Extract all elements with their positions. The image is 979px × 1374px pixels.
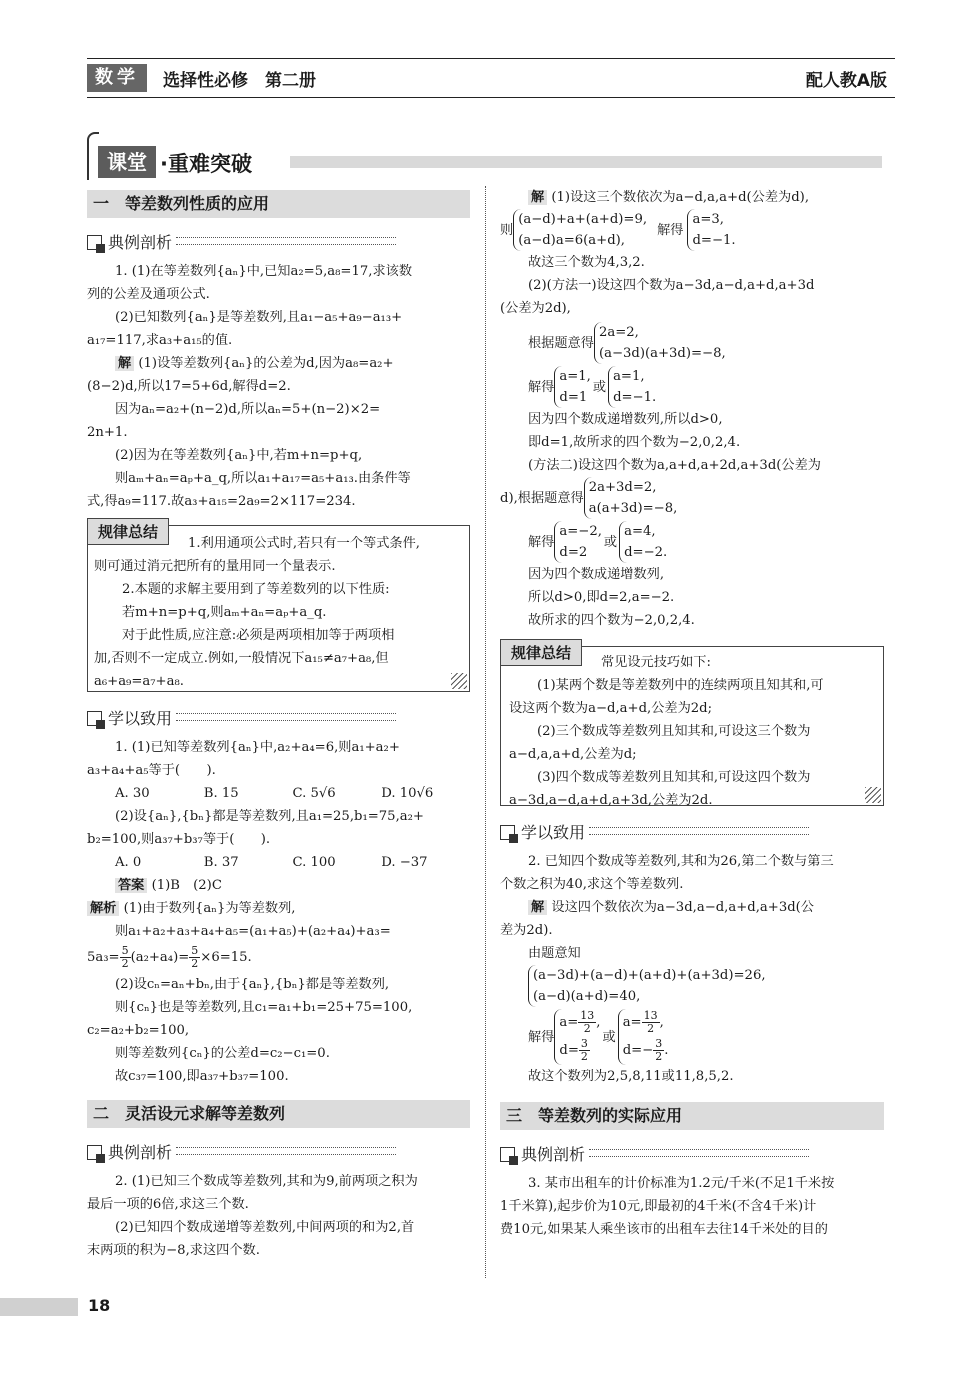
equation-system: a=−2, d=2 [554,521,602,563]
text-line: (2)已知数列{aₙ}是等差数列,且a₁−a₅+a₉−a₁₃+ [115,310,403,325]
text-line: (2)因为在等差数列{aₙ}中,若m+n=p+q, [115,448,363,463]
text-line: (2)已知四个数成递增等差数列,中间两项的和为2,首 [115,1220,415,1235]
text-line: 故所求的四个数为−2,0,2,4. [528,613,695,628]
text-line: a₆+a₉=a₇+a₈. [94,674,184,689]
corner-decoration [451,673,467,689]
footer-bar [0,1298,78,1316]
option: A. 0 [115,855,142,870]
analysis-label: 解析 [87,901,119,916]
text-line: (2)设cₙ=aₙ+bₙ,由于{aₙ},{bₙ}都是等差数列, [115,977,390,992]
square-icon [87,711,102,726]
text-line: 1.利用通项公式时,若只有一个等式条件, [188,536,420,551]
text-line: 则可通过消元把所有的量用同一个量表示. [94,559,336,574]
text-line: 解 (1)设等差数列{aₙ}的公差为d,因为a₈=a₂+ [87,352,470,375]
text-line: 常见设元技巧如下: [601,655,711,670]
book-title: 选择性必修 第二册 [163,71,316,91]
square-icon [87,1145,102,1160]
text-line: 2. 已知四个数成等差数列,其和为26,第二个数与第三 [528,854,834,869]
rule-tag: 规律总结 [87,518,169,545]
text-line: (2)三个数成等差数列且知其和,可设这三个数为 [537,724,811,739]
text-line: 由题意知 [528,946,581,961]
text-line: a₁₇=117,求a₃+a₁₅的值. [87,333,233,348]
right-column [500,186,884,1241]
example-1 [87,260,470,513]
text-line: 所以d>0,即d=2,a=−2. [528,590,675,605]
option: C. 100 [292,855,336,870]
text-line: 3. 某市出租车的计价标准为1.2元/千米(不足1千米按 [528,1176,835,1191]
answer-line: 答案 (1)B (2)C [87,874,470,897]
text-line: 故这三个数为4,3,2. [528,255,645,270]
subject-badge: 数学 [87,64,147,92]
section-heading-3: 三 等差数列的实际应用 [500,1102,884,1130]
subheading-example-2: 典例剖析 [87,1140,470,1164]
equation-system: (a−3d)+(a−d)+(a+d)+(a+3d)=26, (a−d)(a+d)=40, [528,965,766,1007]
text-line: (8−2)d,所以17=5+6d,解得d=2. [87,379,291,394]
text-line: 差为2d). [500,923,553,938]
text-line: 1千米算),起步价为10元,即最初的4千米(不含4千米)计 [500,1199,817,1214]
rule-box-2 [500,646,884,806]
text-line: b₂=100,则a₃₇+b₃₇等于( ). [87,832,271,847]
text-line: 对于此性质,应注意:必须是两项相加等于两项相 [122,628,395,643]
text-line: 个数之积为40,求这个等差数列. [500,877,684,892]
option: A. 30 [115,786,150,801]
text-line: 2n+1. [87,425,128,440]
text-line: c₂=a₂+b₂=100, [87,1023,190,1038]
text-line: 1. (1)已知等差数列{aₙ}中,a₂+a₄=6,则a₁+a₂+ [115,740,400,755]
option: D. −37 [381,855,428,870]
system-row: 解得 a=1, d=1 或 a=1, d=−1. [500,366,884,408]
example-3 [500,1172,884,1241]
text-line: (方法二)设这四个数为a,a+d,a+2d,a+3d(公差为 [528,458,821,473]
banner-title: ·重难突破 [160,152,252,176]
fraction: $\frac{13}{2}$ [643,1009,658,1035]
page-number: 18 [88,1296,111,1315]
fraction: $\frac{5}{2}$ [191,944,199,970]
text-line: 故这个数列为2,5,8,11或11,8,5,2. [528,1069,734,1084]
text-line: 则{cₙ}也是等差数列,且c₁=a₁+b₁=25+75=100, [115,1000,413,1015]
system-row: 根据题意得 2a=2, (a−3d)(a+3d)=−8, [500,322,884,364]
text-line: (公差为2d), [500,301,571,316]
apply-2 [500,850,884,1088]
banner-tag: 课堂 [98,146,156,178]
corner-decoration [865,787,881,803]
column-divider [485,186,486,1278]
text-line: 加,否则不一定成立.例如,一般情况下a₁₅≠a₇+a₈,但 [94,651,389,666]
header-rule-top [87,58,895,59]
solution-label: 解 [528,900,547,915]
options-row [87,782,470,805]
text-line: (1)某两个数是等差数列中的连续两项且知其和,可 [537,678,824,693]
system-row [500,965,884,1007]
text-line: 1. (1)在等差数列{aₙ}中,已知a₂=5,a₈=17,求该数 [115,264,413,279]
text-line: 最后一项的6倍,求这三个数. [87,1197,249,1212]
subheading-apply-2: 学以致用 [500,820,884,844]
text-line: 则aₘ+aₙ=aₚ+a_q,所以a₁+a₁₇=a₅+a₁₃.由条件等 [115,471,411,486]
options-row [87,851,470,874]
text-line: 式,得a₉=117.故a₃+a₁₅=2a₉=2×117=234. [87,494,356,509]
square-icon [87,235,102,250]
rule-box-1 [87,525,470,692]
fraction: $\frac{13}{2}$ [580,1009,595,1035]
fraction: $\frac{3}{2}$ [655,1037,663,1063]
equation-system: 2a+3d=2, a(a+3d)=−8, [584,477,678,519]
rule-tag: 规律总结 [500,639,582,666]
option: C. 5√6 [292,786,336,801]
equation-system: a=4, d=−2. [619,521,667,563]
option: D. 10√6 [381,786,434,801]
answer-label: 答案 [115,878,147,893]
solution-label: 解 [528,190,547,205]
text-line: 因为四个数成递增数列,所以d>0, [528,412,723,427]
equation-system: a=3, d=−1. [687,209,735,251]
text-line: 5a₃= $\frac{5}{2}$ (a₂+a₄)= $\frac{5}{2}$ ×6=15. [87,944,252,970]
fraction: $\frac{5}{2}$ [121,944,129,970]
text-line: 则等差数列{cₙ}的公差d=c₂−c₁=0. [115,1046,330,1061]
fraction: $\frac{3}{2}$ [580,1037,588,1063]
equation-system: (a−d)+a+(a+d)=9, (a−d)a=6(a+d), [513,209,647,251]
text-line: 则a₁+a₂+a₃+a₄+a₅=(a₁+a₅)+(a₂+a₄)+a₃= [115,924,391,939]
text-line: 费10元,如果某人乘坐该市的出租车去往14千米处的目的 [500,1222,828,1237]
text-line: a−3d,a−d,a+d,a+3d,公差为2d. [509,793,713,808]
equation-system: a= $\frac{13}{2}$ , d= $\frac{3}{2}$ [554,1009,600,1065]
equation-system: a=1, d=−1. [608,366,656,408]
text-line: 解 (1)设这三个数依次为a−d,a,a+d(公差为d), [500,186,884,209]
text-line: 解 设这四个数依次为a−3d,a−d,a+d,a+3d(公 [500,896,884,919]
text-line: 即d=1,故所求的四个数为−2,0,2,4. [528,435,741,450]
equation-system: a=1, d=1 [554,366,591,408]
system-row: d),根据题意得 2a+3d=2, a(a+3d)=−8, [500,477,884,519]
section-heading-2: 二 灵活设元求解等差数列 [87,1100,470,1128]
text-line: 设这两个数为a−d,a+d,公差为2d; [509,701,713,716]
text-line: 末两项的积为−8,求这四个数. [87,1243,260,1258]
equation-system: a= $\frac{13}{2}$ , d=− $\frac{3}{2}$ . [618,1009,669,1065]
system-row: 解得 a=−2, d=2 或 a=4, d=−2. [500,521,884,563]
text-line: (2)设{aₙ},{bₙ}都是等差数列,且a₁=25,b₁=75,a₂+ [115,809,424,824]
text-line: 解析 (1)由于数列{aₙ}为等差数列, [87,897,470,920]
subheading-example-1: 典例剖析 [87,230,470,254]
square-icon [500,1147,515,1162]
subheading-example-3: 典例剖析 [500,1142,884,1166]
text-line: 2. (1)已知三个数成等差数列,其和为9,前两项之积为 [115,1174,418,1189]
text-line: a−d,a,a+d,公差为d; [509,747,637,762]
equation-system: 2a=2, (a−3d)(a+3d)=−8, [594,322,726,364]
apply-1 [87,736,470,1088]
option: B. 15 [203,786,239,801]
text-line: 因为四个数成递增数列, [528,567,665,582]
edition-label: 配人教A版 [805,71,887,91]
banner-bar [290,156,882,168]
system-row: 则 (a−d)+a+(a+d)=9, (a−d)a=6(a+d), 解得 a=3, d=−1. [500,209,884,251]
header-rule-bottom [87,97,895,98]
option: B. 37 [203,855,239,870]
section-heading-1: 一 等差数列性质的应用 [87,190,470,218]
text-line: (3)四个数成等差数列且知其和,可设这四个数为 [537,770,811,785]
example-2 [87,1170,470,1262]
text-line: 故c₃₇=100,即a₃₇+b₃₇=100. [115,1069,289,1084]
system-row: 解得 a= $\frac{13}{2}$ , d= $\frac{3}{2}$ 或 a= $\frac{13}{2}$ , d=− $\frac{3}{2}$ . [528,1009,669,1063]
text-line: 2.本题的求解主要用到了等差数列的以下性质: [122,582,390,597]
text-line: a₃+a₄+a₅等于( ). [87,763,216,778]
text-line: 若m+n=p+q,则aₘ+aₙ=aₚ+a_q. [122,605,327,620]
text-line: 因为aₙ=a₂+(n−2)d,所以aₙ=5+(n−2)×2= [115,402,381,417]
text-line: (2)(方法一)设这四个数为a−3d,a−d,a+d,a+3d [528,278,815,293]
left-column [87,190,470,1262]
text-line: 列的公差及通项公式. [87,287,210,302]
solution-label: 解 [115,356,134,371]
square-icon [500,825,515,840]
subheading-apply-1: 学以致用 [87,706,470,730]
